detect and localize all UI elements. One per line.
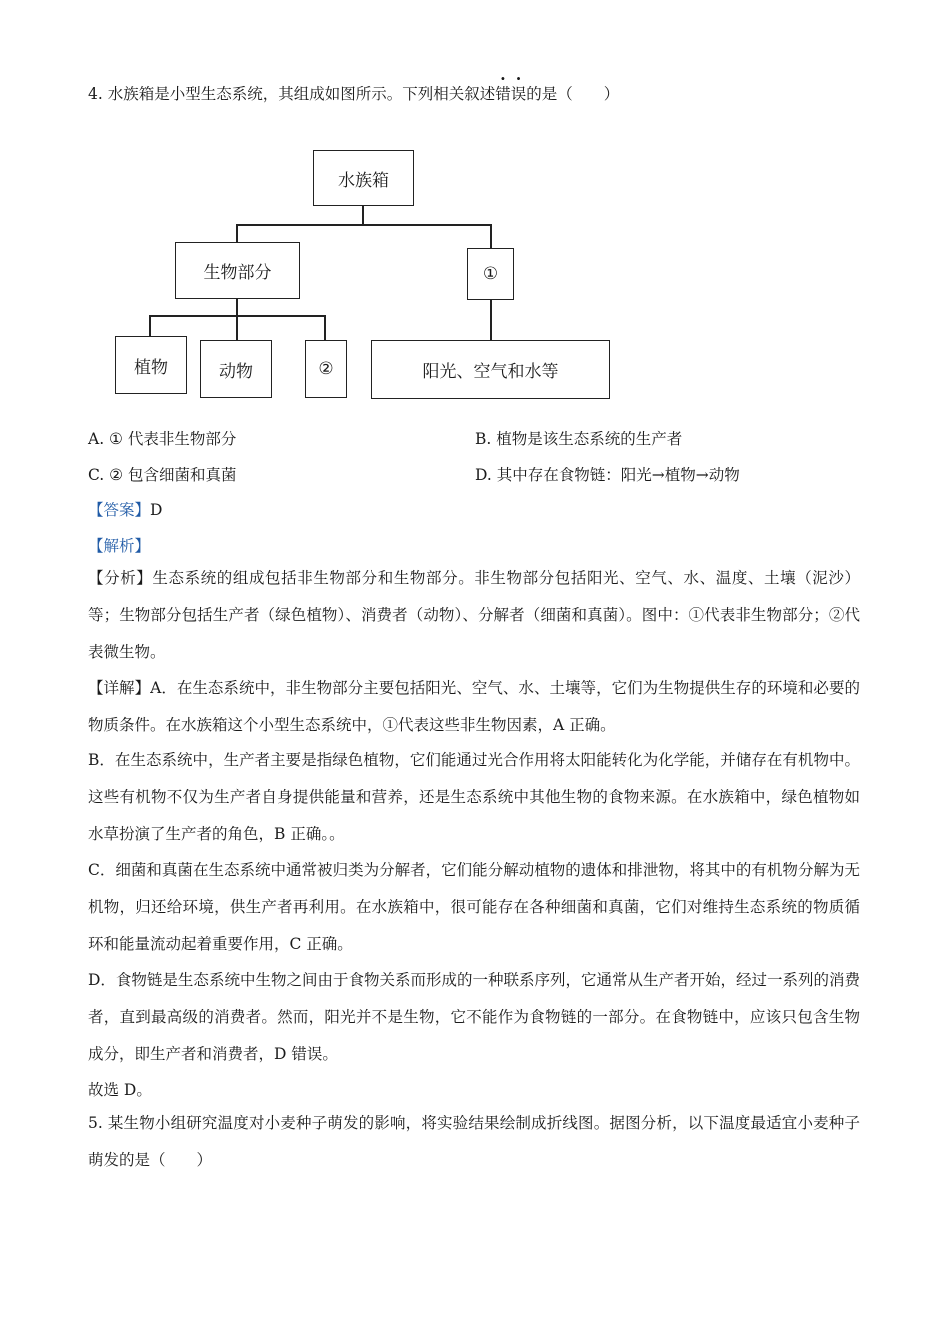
diagram-biotic-box: 生物部分 — [175, 242, 300, 299]
diagram-animal-box: 动物 — [200, 340, 272, 398]
diagram-microbe-marker-box: ② — [305, 340, 347, 398]
analysis-head: 【分析】 — [88, 569, 153, 587]
analysis-label: 【解析】 — [88, 537, 151, 555]
conclusion: 故选 D。 — [88, 1081, 152, 1099]
diagram-abiotic-factors-box: 阳光、空气和水等 — [371, 340, 610, 399]
detail-paragraph-c: C．细菌和真菌在生态系统中通常被归类为分解者，它们能分解动植物的遗体和排泄物，将其中的有机物分解为无机物，归还给环境，供生产者再利用。在水族箱中，很可能存在各种细菌和真菌，它们对维持生态系统的物质循环和能量流动起着重要作用，C 正确。 — [88, 861, 860, 953]
answer-label: 【答案】 — [88, 501, 151, 519]
emphasis-char: 误 — [510, 85, 527, 103]
answer-line — [88, 498, 162, 520]
detail-head: 【详解】 — [88, 679, 151, 697]
diagram-abiotic-marker-box: ① — [467, 248, 514, 300]
ecosystem-diagram — [0, 0, 950, 420]
option-a: A. ① 代表非生物部分 — [88, 430, 237, 448]
diagram-plant-box: 植物 — [115, 336, 187, 394]
detail-paragraph-d: D．食物链是生态系统中生物之间由于食物关系而形成的一种联系序列，它通常从生产者开始，经过一系列的消费者，直到最高级的消费者。然而，阳光并不是生物，它不能作为食物链的一部分。在食物链中，应该只包含生物成分，即生产者和消费者，D 错误。 — [88, 971, 860, 1063]
answer-value: D — [150, 501, 163, 519]
emphasis-char: 错 — [495, 85, 511, 103]
option-b: B. 植物是该生态系统的生产者 — [475, 430, 683, 448]
analysis-paragraph: 【分析】生态系统的组成包括非生物部分和生物部分。非生物部分包括阳光、空气、水、温度、土壤（泥沙）等；生物部分包括生产者（绿色植物）、消费者（动物）、分解者（细菌和真菌）。图中：①代表非生物部分；②代表微生物。 — [88, 569, 860, 661]
diagram-root-box: 水族箱 — [313, 150, 414, 206]
question-5-stem: 5. 某生物小组研究温度对小麦种子萌发的影响，将实验结果绘制成折线图。据图分析，以下温度最适宜小麦种子萌发的是（ ） — [88, 1114, 860, 1169]
detail-paragraph-b: B．在生态系统中，生产者主要是指绿色植物，它们能通过光合作用将太阳能转化为化学能，并储存在有机物中。这些有机物不仅为生产者自身提供能量和营养，还是生态系统中其他生物的食物来源。在水族箱中，绿色植物如水草扮演了生产者的角色，B 正确。。 — [88, 751, 860, 843]
detail-paragraph-a: 【详解】A．在生态系统中，非生物部分主要包括阳光、空气、水、土壤等，它们为生物提供生存的环境和必要的物质条件。在水族箱这个小型生态系统中，①代表这些非生物因素，A 正确。 — [88, 679, 860, 734]
question-4-stem: 4. 水族箱是小型生态系统，其组成如图所示。下列相关叙述错误的是（ ） — [88, 82, 619, 104]
option-d: D. 其中存在食物链：阳光→植物→动物 — [475, 466, 740, 484]
option-c: C. ② 包含细菌和真菌 — [88, 466, 237, 484]
